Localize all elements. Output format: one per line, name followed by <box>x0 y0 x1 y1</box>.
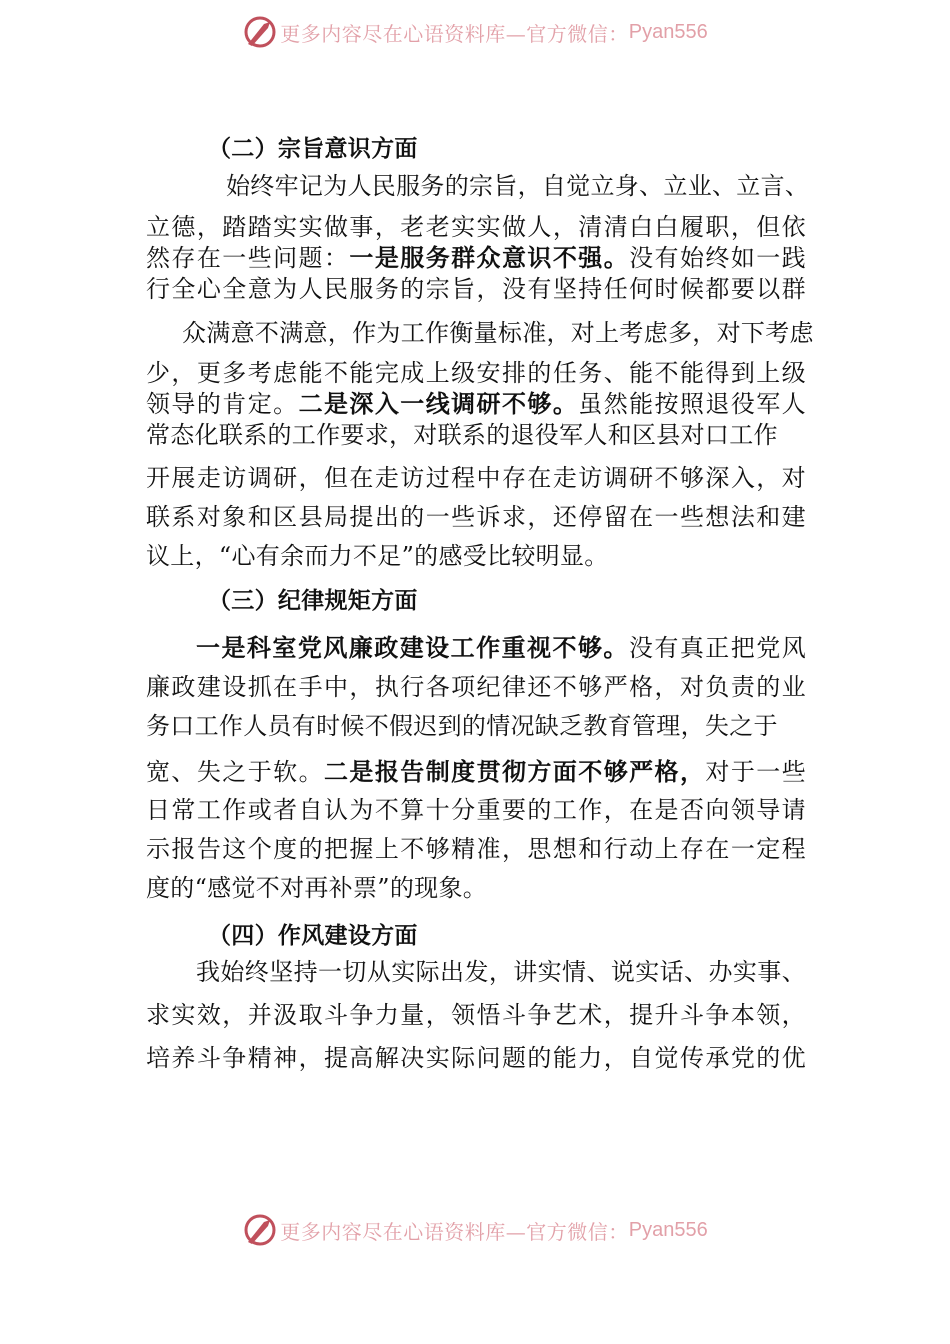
paragraph-line: 众满意不满意，作为工作衡量标准，对上考虑多，对下考虑 <box>182 319 814 347</box>
bold-point: 一是服务群众意识不强。 <box>349 244 630 272</box>
pen-logo-icon <box>242 1212 278 1248</box>
paragraph-line: 开展走访调研，但在走访过程中存在走访调研不够深入，对 <box>146 464 806 492</box>
paragraph-line: 培养斗争精神，提高解决实际问题的能力，自觉传承党的优 <box>146 1044 806 1072</box>
paragraph-line: 始终牢记为人民服务的宗旨，自觉立身、立业、立言、 <box>226 172 810 200</box>
section-heading-3: （三）纪律规矩方面 <box>208 588 418 614</box>
banner-text: 更多内容尽在心语资料库—官方微信： <box>280 21 629 46</box>
bold-point: 一是科室党风廉政建设工作重视不够。 <box>196 634 629 662</box>
paragraph-line: 一是科室党风廉政建设工作重视不够。没有真正把党风 <box>196 634 806 662</box>
section-heading-2: （二）宗旨意识方面 <box>208 136 418 162</box>
bold-point: 二是报告制度贯彻方面不够严格， <box>324 758 706 786</box>
paragraph-line: 我始终坚持一切从实际出发，讲实情、说实话、办实事、 <box>196 958 806 986</box>
paragraph-line: 联系对象和区县局提出的一些诉求，还停留在一些想法和建 <box>146 503 806 531</box>
paragraph-line: 领导的肯定。二是深入一线调研不够。虽然能按照退役军人 <box>146 390 806 418</box>
paragraph-line: 宽、失之于软。二是报告制度贯彻方面不够严格，对于一些 <box>146 758 807 786</box>
paragraph-line: 度的“感觉不对再补票”的现象。 <box>146 874 488 902</box>
footer-banner <box>0 1212 950 1248</box>
paragraph-line: 求实效，并汲取斗争力量，领悟斗争艺术，提升斗争本领， <box>146 1001 806 1029</box>
paragraph-line: 少，更多考虑能不能完成上级安排的任务、能不能得到上级 <box>146 359 806 387</box>
paragraph-line: 日常工作或者自认为不算十分重要的工作，在是否向领导请 <box>146 796 806 824</box>
pen-logo-icon <box>242 14 278 50</box>
section-heading-4: （四）作风建设方面 <box>208 923 418 949</box>
paragraph-line: 常态化联系的工作要求，对联系的退役军人和区县对口工作 <box>146 421 778 449</box>
paragraph-line: 行全心全意为人民服务的宗旨，没有坚持任何时候都要以群 <box>146 275 806 303</box>
header-banner <box>0 14 950 50</box>
banner-text: 更多内容尽在心语资料库—官方微信： <box>280 1219 629 1244</box>
paragraph-line: 议上，“心有余而力不足”的感受比较明显。 <box>146 542 609 570</box>
banner-wechat-id: Pyan556 <box>628 1218 708 1241</box>
banner-wechat-id: Pyan556 <box>628 20 708 43</box>
paragraph-line: 廉政建设抓在手中，执行各项纪律还不够严格，对负责的业 <box>146 673 806 701</box>
paragraph-line: 示报告这个度的把握上不够精准，思想和行动上存在一定程 <box>146 835 806 863</box>
paragraph-line: 立德，踏踏实实做事，老老实实做人，清清白白履职，但依 <box>146 213 806 241</box>
paragraph-line: 务口工作人员有时候不假迟到的情况缺乏教育管理，失之于 <box>146 712 778 740</box>
bold-point: 二是深入一线调研不够。 <box>298 390 579 418</box>
paragraph-line: 然存在一些问题：一是服务群众意识不强。没有始终如一践 <box>146 244 806 272</box>
